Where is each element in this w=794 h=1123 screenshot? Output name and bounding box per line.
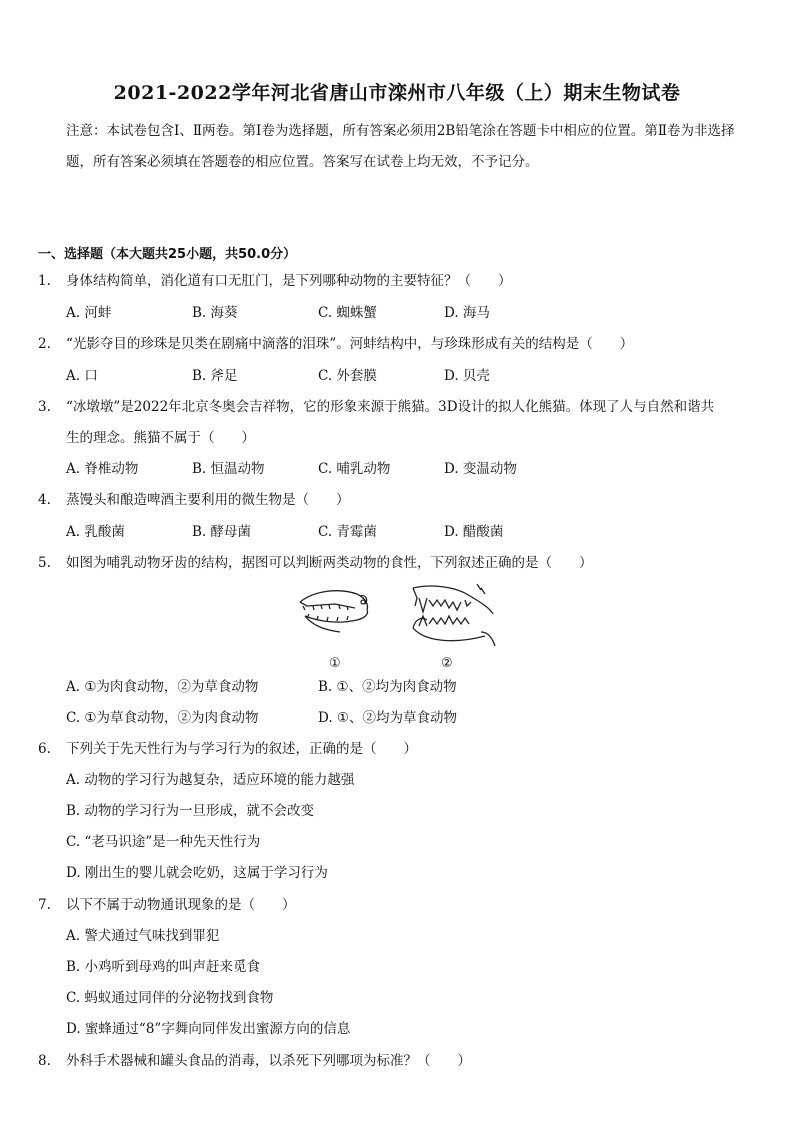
question-3 xyxy=(38,392,758,423)
option-c: C. 蜘蛛蟹 xyxy=(318,305,377,321)
question-text: 身体结构简单，消化道有口无肛门，是下列哪种动物的主要特征？（ ） xyxy=(66,273,512,289)
option-d: D. 醋酸菌 xyxy=(444,524,504,540)
question-8 xyxy=(38,1046,758,1077)
question-text: 下列关于先天性行为与学习行为的叙述，正确的是（ ） xyxy=(66,741,417,757)
option-a: A. 乳酸菌 xyxy=(66,524,125,540)
option-c: C. 哺乳动物 xyxy=(318,461,391,477)
figure-label-1: ① xyxy=(329,656,341,671)
option-b: B. 小鸡听到母鸡的叫声赶来觅食 xyxy=(66,959,261,975)
option-b: B. 斧足 xyxy=(192,368,238,384)
question-number: 5. xyxy=(38,555,51,571)
option-d: D. ①、②均为草食动物 xyxy=(318,710,458,726)
option-c: C. 蚂蚁通过同伴的分泌物找到食物 xyxy=(66,990,274,1006)
question-number: 1. xyxy=(38,273,51,289)
question-4 xyxy=(38,485,758,516)
option-b: B. 动物的学习行为一旦形成，就不会改变 xyxy=(66,803,315,819)
option-d: D. 贝壳 xyxy=(444,368,490,384)
question-number: 4. xyxy=(38,492,51,508)
option-d: D. 海马 xyxy=(444,305,490,321)
option-a: A. 脊椎动物 xyxy=(66,461,139,477)
option-a: A. 警犬通过气味找到罪犯 xyxy=(66,928,220,944)
teeth-figure xyxy=(295,580,505,675)
question-text: “光影夺目的珍珠是贝类在剧痛中滴落的泪珠”。河蚌结构中，与珍珠形成有关的结构是（ ） xyxy=(66,336,634,352)
section-heading: 一、选择题（本大题共25小题，共50.0分） xyxy=(38,247,297,262)
herbivore-skull-drawing xyxy=(300,591,368,632)
question-3-continued: 生的理念。熊猫不属于（ ） xyxy=(66,430,255,446)
option-b: B. ①、②均为肉食动物 xyxy=(318,679,457,695)
question-1 xyxy=(38,266,758,297)
question-6 xyxy=(38,734,758,765)
option-d: D. 蜜蜂通过“8”字舞向同伴发出蜜源方向的信息 xyxy=(66,1021,351,1037)
option-a: A. 动物的学习行为越复杂，适应环境的能力越强 xyxy=(66,772,355,788)
option-c: C. 外套膜 xyxy=(318,368,377,384)
carnivore-skull-drawing xyxy=(413,584,495,646)
question-text: 外科手术器械和罐头食品的消毒，以杀死下列哪项为标准？（ ） xyxy=(66,1053,471,1069)
option-c: C. 青霉菌 xyxy=(318,524,377,540)
question-text: “冰墩墩”是2022年北京冬奥会吉祥物，它的形象来源于熊猫。3D设计的拟人化熊猫。体现了人与自然和谐共 xyxy=(66,399,715,415)
option-d: D. 变温动物 xyxy=(444,461,517,477)
question-5 xyxy=(38,548,758,579)
teeth-diagram xyxy=(295,580,505,675)
question-number: 7. xyxy=(38,897,51,913)
question-number: 3. xyxy=(38,399,51,415)
option-d: D. 刚出生的婴儿就会吃奶，这属于学习行为 xyxy=(66,865,328,881)
question-7 xyxy=(38,890,758,921)
exam-notice: 注意：本试卷包含Ⅰ、Ⅱ两卷。第Ⅰ卷为选择题，所有答案必须用2B铅笔涂在答题卡中相应的位置。第Ⅱ卷为非选择题，所有答案必须填在答题卷的相应位置。答案写在试卷上均无效，不予记分。 xyxy=(66,123,735,170)
option-b: B. 酵母菌 xyxy=(192,524,252,540)
question-2 xyxy=(38,329,758,360)
option-c: C. ①为草食动物，②为肉食动物 xyxy=(66,710,259,726)
option-b: B. 恒温动物 xyxy=(192,461,265,477)
question-number: 2. xyxy=(38,336,51,352)
option-a: A. 河蚌 xyxy=(66,305,112,321)
figure-label-2: ② xyxy=(441,656,453,671)
option-c: C. “老马识途”是一种先天性行为 xyxy=(66,834,261,850)
question-text: 蒸馒头和酿造啤酒主要利用的微生物是（ ） xyxy=(66,492,350,508)
option-b: B. 海葵 xyxy=(192,305,238,321)
question-text: 如图为哺乳动物牙齿的结构，据图可以判断两类动物的食性，下列叙述正确的是（ ） xyxy=(66,555,593,571)
page-title: 2021-2022学年河北省唐山市滦州市八年级（上）期末生物试卷 xyxy=(113,82,681,104)
option-a: A. 口 xyxy=(66,368,98,384)
question-number: 8. xyxy=(38,1053,51,1069)
question-number: 6. xyxy=(38,741,51,757)
question-text: 以下不属于动物通讯现象的是（ ） xyxy=(66,897,296,913)
option-a: A. ①为肉食动物，②为草食动物 xyxy=(66,679,259,695)
